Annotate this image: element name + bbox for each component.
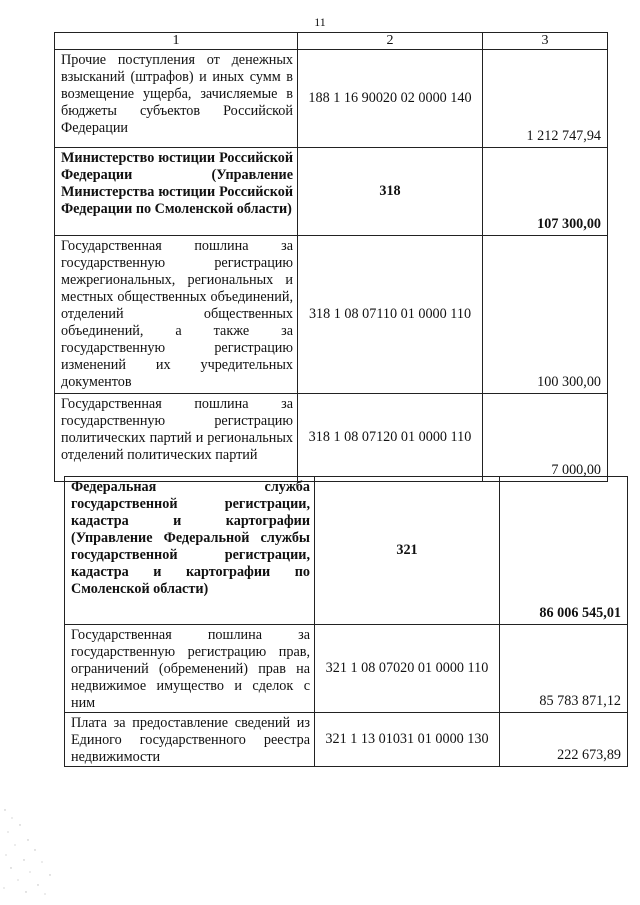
- table-row: [55, 148, 608, 236]
- budget-code: 188 1 16 90020 02 0000 140: [298, 50, 483, 148]
- table-row: [55, 236, 608, 394]
- revenue-name: Министерство юстиции Российской Федерации (Управление Министерства юстиции Российской Федерации по Смоленской области): [55, 148, 298, 236]
- amount: 107 300,00: [483, 148, 608, 236]
- column-2-header: 2: [298, 33, 483, 50]
- budget-code: 318 1 08 07110 01 0000 110: [298, 236, 483, 394]
- amount: 86 006 545,01: [500, 477, 628, 625]
- table-row: [55, 394, 608, 482]
- amount: 1 212 747,94: [483, 50, 608, 148]
- column-1-header: 1: [55, 33, 298, 50]
- budget-code: 321: [315, 477, 500, 625]
- table-row: [65, 625, 628, 713]
- revenue-name: Государственная пошлина за государственную регистрацию политических партий и региональных отделений политических партий: [55, 394, 298, 482]
- header-row: [55, 33, 608, 50]
- amount: 222 673,89: [500, 713, 628, 767]
- revenue-name: Прочие поступления от денежных взысканий (штрафов) и иных сумм в возмещение ущерба, зачисляемые в бюджеты субъектов Российской Федерации: [55, 50, 298, 148]
- revenue-name: Федеральная служба государственной регистрации, кадастра и картографии (Управление Федеральной службы государственной регистрации, кадастра и картографии по Смоленской области): [65, 477, 315, 625]
- column-3-header: 3: [483, 33, 608, 50]
- budget-code: 318 1 08 07120 01 0000 110: [298, 394, 483, 482]
- amount: 85 783 871,12: [500, 625, 628, 713]
- table-row: [65, 477, 628, 625]
- budget-code: 321 1 13 01031 01 0000 130: [315, 713, 500, 767]
- scan-speckle: [0, 800, 70, 900]
- revenue-name: Государственная пошлина за государственную регистрацию межрегиональных, региональных и местных общественных объединений, отделений общественных объединений, а также за государственную регистрацию изменений их учредительных документов: [55, 236, 298, 394]
- budget-code: 321 1 08 07020 01 0000 110: [315, 625, 500, 713]
- amount: 100 300,00: [483, 236, 608, 394]
- page-number: 11: [314, 15, 326, 29]
- table-row: [55, 50, 608, 148]
- revenue-table-part-2: [64, 476, 628, 767]
- table-row: [65, 713, 628, 767]
- budget-code: 318: [298, 148, 483, 236]
- revenue-table-part-1: [54, 32, 608, 482]
- revenue-name: Государственная пошлина за государственную регистрацию прав, ограничений (обременений) прав на недвижимое имущество и сделок с ним: [65, 625, 315, 713]
- amount: 7 000,00: [483, 394, 608, 482]
- revenue-name: Плата за предоставление сведений из Единого государственного реестра недвижимости: [65, 713, 315, 767]
